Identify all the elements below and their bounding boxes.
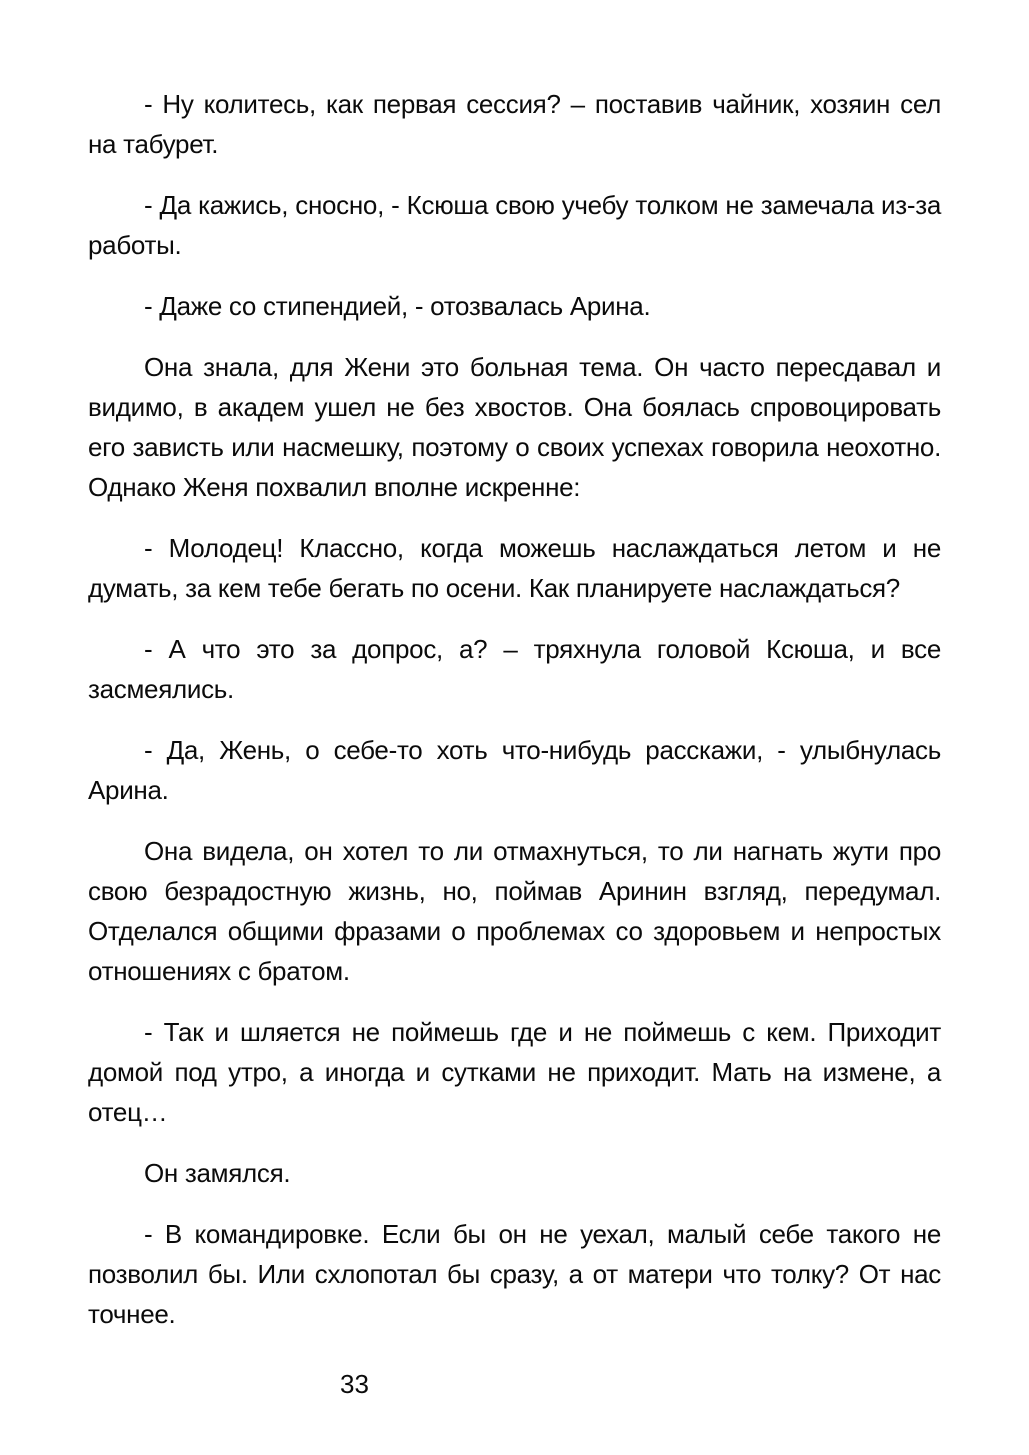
paragraph: Она знала, для Жени это больная тема. Он часто пересдавал и видимо, в академ ушел не без хвостов. Она боялась спровоцировать его зависть или насмешку, поэтому о своих успехах говорила неохотно. Однако Женя похвалил вполне искренне: [88,352,941,502]
paragraph: - Ну колитесь, как первая сессия? – поставив чайник, хозяин сел на табурет. [88,89,941,159]
paragraph: Он замялся. [144,1158,291,1188]
paragraph: - Молодец! Классно, когда можешь наслаждаться летом и не думать, за кем тебе бегать по осени. Как планируете наслаждаться? [88,533,941,603]
page-number: 33 [340,1369,369,1399]
paragraph: - А что это за допрос, а? – тряхнула головой Ксюша, и все засмеялись. [88,634,941,704]
paragraph: - В командировке. Если бы он не уехал, малый себе такого не позволил бы. Или схлопотал бы сразу, а от матери что толку? От нас точнее. [88,1219,941,1329]
paragraph: - Да, Жень, о себе-то хоть что-нибудь расскажи, - улыбнулась Арина. [88,735,941,805]
paragraph: - Да кажись, сносно, - Ксюша свою учебу толком не замечала из-за работы. [88,190,941,260]
paragraph: - Так и шляется не поймешь где и не поймешь с кем. Приходит домой под утро, а иногда и сутками не приходит. Мать на измене, а отец… [88,1017,941,1127]
paragraph: Она видела, он хотел то ли отмахнуться, то ли нагнать жути про свою безрадостную жизнь, но, поймав Аринин взгляд, передумал. Отделался общими фразами о проблемах со здоровьем и непростых отношениях с братом. [88,836,941,986]
paragraph: - Даже со стипендией, - отозвалась Арина. [144,291,651,321]
